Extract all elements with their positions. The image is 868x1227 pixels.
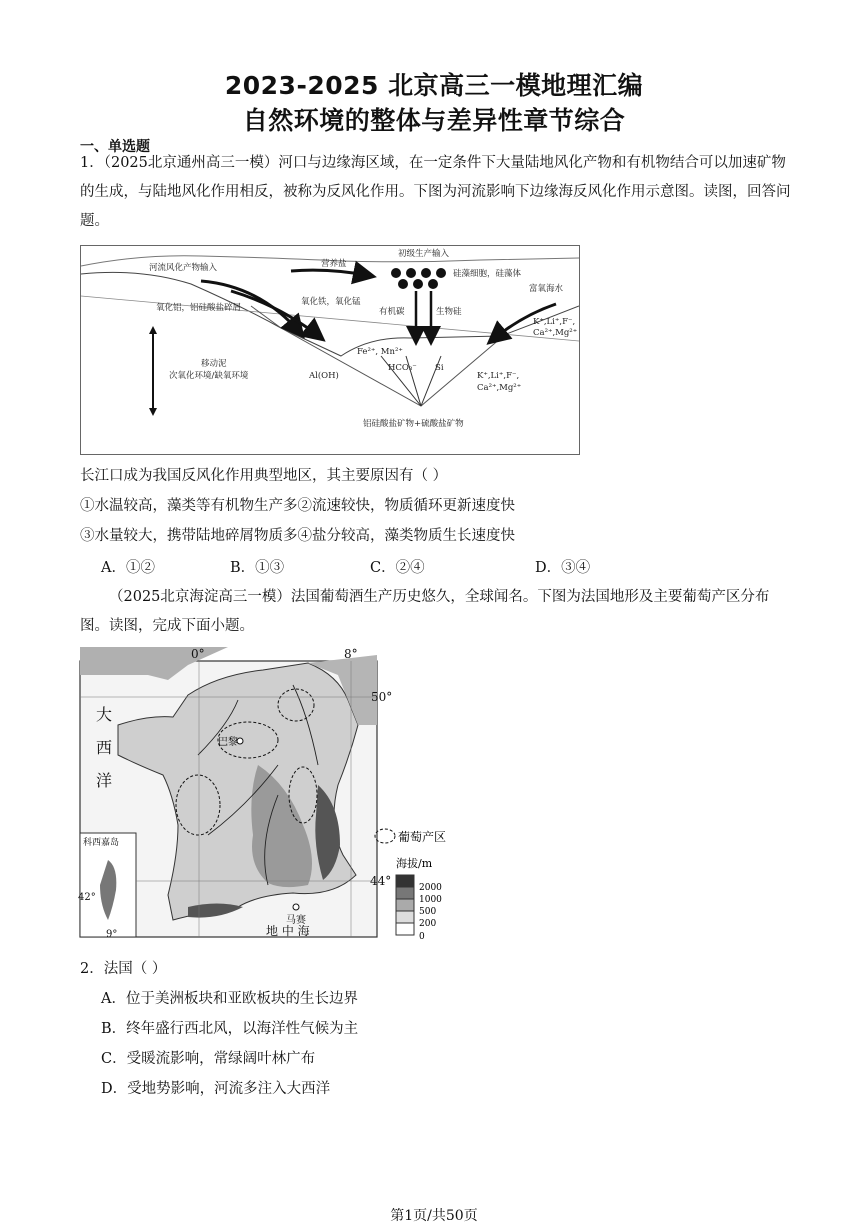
svg-text:2000: 2000 xyxy=(419,883,442,893)
svg-text:葡萄产区: 葡萄产区 xyxy=(398,830,447,844)
svg-text:马赛: 马赛 xyxy=(286,915,306,926)
svg-text:0°: 0° xyxy=(191,647,205,661)
svg-text:有机碳: 有机碳 xyxy=(379,307,405,317)
svg-text:河流风化产物输入: 河流风化产物输入 xyxy=(149,263,218,273)
svg-text:海拔/m: 海拔/m xyxy=(396,857,433,870)
svg-text:50°: 50° xyxy=(371,690,393,704)
question-1-text: 1．（2025北京通州高三一模）河口与边缘海区域，在一定条件下大量陆地风化产物和有机物结合可以加速矿物的生成，与陆地风化作用相反，被称为反风化作用。下图为河流影响下边缘海反风化作用示意图。读图，回答问题。 xyxy=(80,155,791,229)
nutrient-arrow xyxy=(291,270,371,276)
q2-option-d: D．受地势影响，河流多注入大西洋 xyxy=(101,1081,331,1097)
svg-text:9°: 9° xyxy=(106,929,118,940)
svg-text:次氧化环境/缺氧环境: 次氧化环境/缺氧环境 xyxy=(169,371,249,381)
section-heading: 一、单选题 xyxy=(80,139,150,155)
svg-text:生物硅: 生物硅 xyxy=(436,307,462,317)
weathering-diagram-svg xyxy=(81,246,579,454)
q2-option-c: C．受暖流影响，常绿阔叶林广布 xyxy=(101,1051,316,1067)
q1-option-b: B．①③ xyxy=(230,560,285,576)
q1-option-c: C．②④ xyxy=(370,560,425,576)
svg-text:0: 0 xyxy=(419,932,425,942)
group-intro-text: （2025北京海淀高三一模）法国葡萄酒生产历史悠久，全球闻名。下图为法国地形及主要葡萄产区分布图。读图，完成下面小题。 xyxy=(80,589,770,634)
svg-text:巴黎: 巴黎 xyxy=(218,737,238,748)
document-title: 2023-2025 北京高三一模地理汇编 xyxy=(224,71,644,100)
svg-text:西: 西 xyxy=(96,738,113,757)
svg-text:氧化铝，铝硅酸盐碎屑: 氧化铝，铝硅酸盐碎屑 xyxy=(156,303,242,313)
svg-text:Ca²⁺,Mg²⁺: Ca²⁺,Mg²⁺ xyxy=(533,328,578,338)
france-map xyxy=(78,645,450,945)
statement-3-4: ③水量较大，携带陆地碎屑物质多④盐分较高，藻类物质生长速度快 xyxy=(80,528,515,544)
svg-text:氧化铁，氧化锰: 氧化铁，氧化锰 xyxy=(301,297,361,307)
q1-option-a: A．①② xyxy=(101,560,155,576)
svg-text:硅藻细胞，硅藻体: 硅藻细胞，硅藻体 xyxy=(453,269,522,279)
svg-text:Fe²⁺, Mn²⁺: Fe²⁺, Mn²⁺ xyxy=(357,347,403,357)
svg-text:200: 200 xyxy=(419,919,437,929)
svg-text:富氧海水: 富氧海水 xyxy=(529,284,564,294)
question-2-stem: 2．法国（ ） xyxy=(80,961,167,977)
svg-text:1000: 1000 xyxy=(419,895,442,905)
svg-text:移动泥: 移动泥 xyxy=(201,359,227,369)
svg-text:HCO₃⁻: HCO₃⁻ xyxy=(388,363,417,373)
question-1-stem: 长江口成为我国反风化作用典型地区，其主要原因有（ ） xyxy=(80,468,448,484)
svg-text:地 中 海: 地 中 海 xyxy=(266,924,310,938)
svg-text:洋: 洋 xyxy=(96,771,113,790)
svg-text:营养盐: 营养盐 xyxy=(321,259,347,269)
svg-text:初级生产输入: 初级生产输入 xyxy=(398,249,450,259)
svg-text:大: 大 xyxy=(96,705,113,724)
svg-text:44°: 44° xyxy=(370,874,392,888)
svg-text:K⁺,Li⁺,F⁻,: K⁺,Li⁺,F⁻, xyxy=(477,371,520,381)
svg-text:Al(OH): Al(OH) xyxy=(309,371,339,381)
q2-option-a: A．位于美洲板块和亚欧板块的生长边界 xyxy=(101,991,358,1007)
svg-text:Ca²⁺,Mg²⁺: Ca²⁺,Mg²⁺ xyxy=(477,383,522,393)
svg-text:8°: 8° xyxy=(344,647,358,661)
q2-option-b: B．终年盛行西北风，以海洋性气候为主 xyxy=(101,1021,359,1037)
svg-text:500: 500 xyxy=(419,907,437,917)
q1-option-d: D．③④ xyxy=(535,560,591,576)
svg-text:铝硅酸盐矿物+硫酸盐矿物: 铝硅酸盐矿物+硫酸盐矿物 xyxy=(363,419,464,429)
svg-text:K⁺,Li⁺,F⁻,: K⁺,Li⁺,F⁻, xyxy=(533,317,576,327)
france-map-svg xyxy=(78,645,450,945)
svg-text:科西嘉岛: 科西嘉岛 xyxy=(83,838,120,848)
svg-text:Si: Si xyxy=(435,363,444,373)
document-subtitle: 自然环境的整体与差异性章节综合 xyxy=(242,106,626,135)
weathering-diagram xyxy=(80,245,580,455)
svg-text:42°: 42° xyxy=(78,892,96,903)
page-footer: 第1页/共50页 xyxy=(390,1208,478,1224)
statement-1-2: ①水温较高，藻类等有机物生产多②流速较快，物质循环更新速度快 xyxy=(80,498,515,514)
